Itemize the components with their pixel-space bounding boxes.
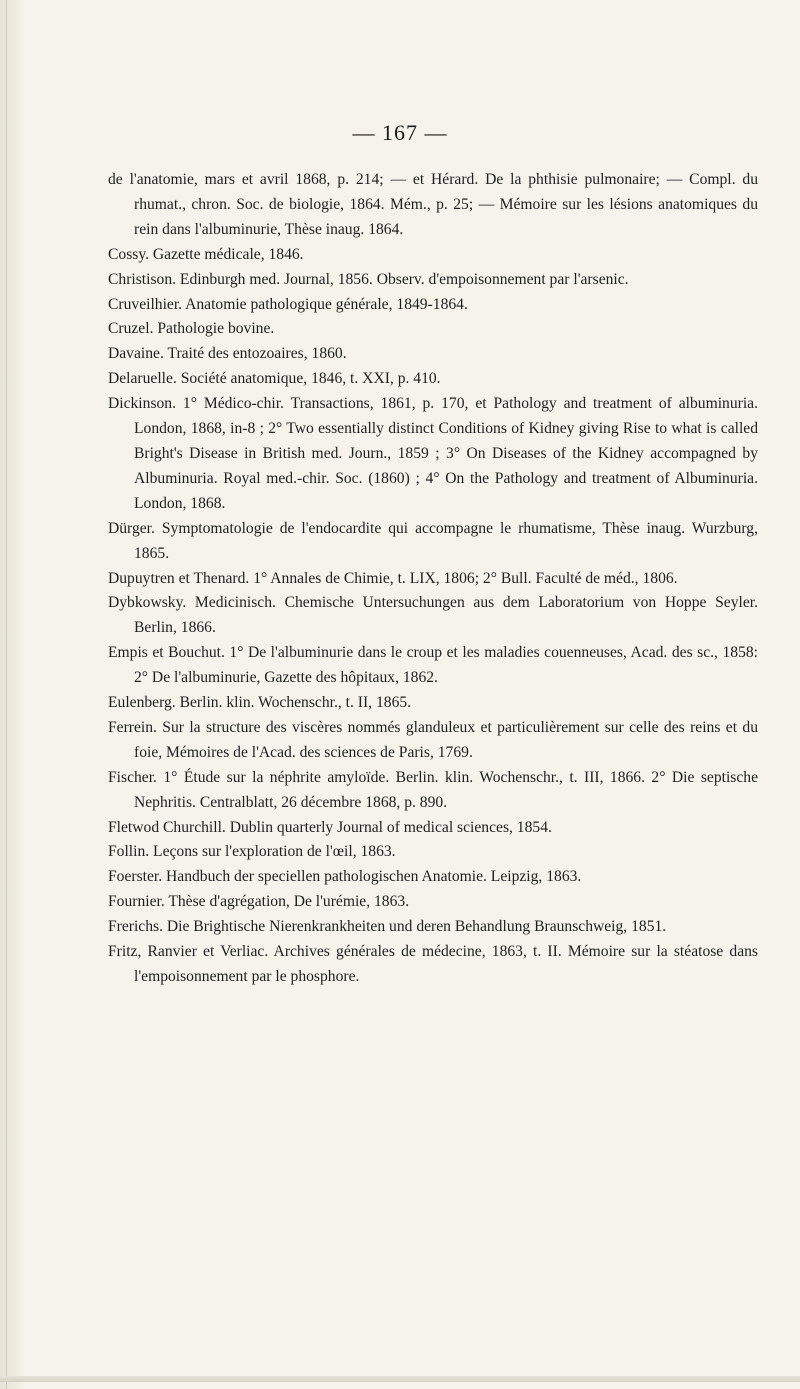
- bibliography-entry: Ferrein. Sur la structure des viscères nommés glanduleux et particulièrement sur celle des reins et du foie, Mémoires de l'Acad. des sciences de Paris, 1769.: [108, 718, 758, 761]
- gutter-line: [6, 0, 7, 1389]
- bibliography-entry: Foerster. Handbuch der speciellen pathologischen Anatomie. Leipzig, 1863.: [108, 868, 582, 886]
- bibliography-entry: Dickinson. 1° Médico-chir. Transactions, 1861, p. 170, et Pathology and treatment of albuminuria. London, 1868, in-8 ; 2° Two essentially distinct Conditions of Kidney giving Rise to what is called Bright's Disease in British med. Journ., 1859 ; 3° On Diseases of the Kidney accompagned by Albuminuria. Royal med.-chir. Soc. (1860) ; 4° On the Pathology and treatment of Albuminuria. London, 1868.: [108, 395, 758, 512]
- bibliography-entry: Cossy. Gazette médicale, 1846.: [108, 245, 304, 263]
- bibliography-entry: Eulenberg. Berlin. klin. Wochenschr., t. II, 1865.: [108, 694, 412, 712]
- page-number: — 167 —: [352, 120, 448, 145]
- bibliography-entry: Cruveilhier. Anatomie pathologique générale, 1849-1864.: [108, 295, 468, 313]
- bibliography-entry: Fritz, Ranvier et Verliac. Archives générales de médecine, 1863, t. II. Mémoire sur la stéatose dans l'empoisonnement par le phosphore.: [108, 943, 758, 985]
- bibliography-entry: Cruzel. Pathologie bovine.: [108, 320, 275, 338]
- bibliography-entry: Frerichs. Die Brightische Nierenkrankheiten und deren Behandlung Braunschweig, 1851.: [108, 918, 667, 936]
- bibliography-entry: Christison. Edinburgh med. Journal, 1856. Observ. d'empoisonnement par l'arsenic.: [108, 270, 629, 288]
- bibliography-entry: Fischer. 1° Étude sur la néphrite amyloïde. Berlin. klin. Wochenschr., t. III, 1866. 2° Die septische Nephritis. Centralblatt, 26 décembre 1868, p. 890.: [108, 768, 758, 811]
- bibliography-entry: de l'anatomie, mars et avril 1868, p. 214; — et Hérard. De la phthisie pulmonaire; — Compl. du rhumat., chron. Soc. de biologie, 1864. Mém., p. 25; — Mémoire sur les lésions anatomiques du rein dans l'albuminurie, Thèse inaug. 1864.: [108, 171, 758, 238]
- page-gutter: [0, 0, 26, 1389]
- bottom-edge: [0, 1376, 800, 1382]
- bibliography-entry: Dybkowsky. Medicinisch. Chemische Untersuchungen aus dem Laboratorium von Hoppe Seyler. Berlin, 1866.: [108, 594, 758, 637]
- bibliography-entry: Davaine. Traité des entozoaires, 1860.: [108, 345, 347, 363]
- bibliography-list: [108, 168, 758, 990]
- bibliography-entry: Dupuytren et Thenard. 1° Annales de Chimie, t. LIX, 1806; 2° Bull. Faculté de méd., 1806.: [108, 569, 678, 587]
- bibliography-entry: Follin. Leçons sur l'exploration de l'œil, 1863.: [108, 843, 396, 861]
- bibliography-entry: Fournier. Thèse d'agrégation, De l'urémie, 1863.: [108, 893, 410, 911]
- bibliography-entry: Fletwod Churchill. Dublin quarterly Journal of medical sciences, 1854.: [108, 818, 552, 836]
- bibliography-entry: Delaruelle. Société anatomique, 1846, t. XXI, p. 410.: [108, 370, 441, 388]
- bibliography-entry: Empis et Bouchut. 1° De l'albuminurie dans le croup et les maladies couenneuses, Acad. des sc., 1858: 2° De l'albuminurie, Gazette des hôpitaux, 1862.: [108, 644, 758, 687]
- bibliography-entry: Dürger. Symptomatologie de l'endocardite qui accompagne le rhumatisme, Thèse inaug. Wurzburg, 1865.: [108, 519, 758, 562]
